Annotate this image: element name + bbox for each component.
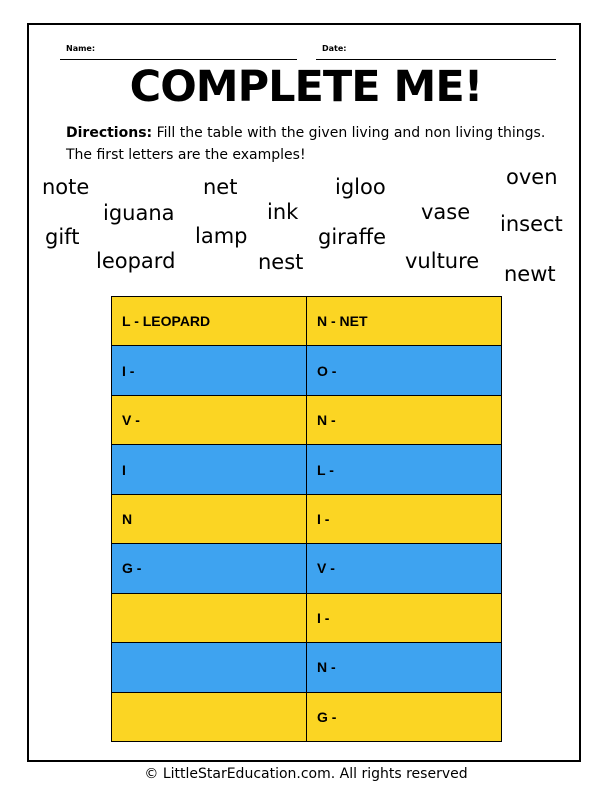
nonliving-cell[interactable]: I - <box>307 494 502 543</box>
living-cell[interactable]: V - <box>112 395 307 444</box>
nonliving-cell[interactable]: N - <box>307 643 502 692</box>
name-line <box>60 59 297 60</box>
table-row <box>112 692 502 742</box>
word-oven: oven <box>506 165 558 189</box>
living-cell[interactable]: L - LEOPARD <box>112 297 307 346</box>
nonliving-cell[interactable]: O - <box>307 346 502 395</box>
word-note: note <box>42 175 90 199</box>
table-row <box>112 643 502 692</box>
page-title: COMPLETE ME! <box>129 62 483 112</box>
word-ink: ink <box>267 200 299 224</box>
nonliving-cell[interactable]: G - <box>307 692 502 742</box>
nonliving-cell[interactable]: N - <box>307 395 502 444</box>
directions-text: Fill the table with the given living and non living things. The first letters are the examples! <box>66 125 546 163</box>
nonliving-cell[interactable]: N - NET <box>307 297 502 346</box>
living-cell[interactable]: I - <box>112 346 307 395</box>
table-row <box>112 544 502 593</box>
word-insect: insect <box>500 212 563 236</box>
word-lamp: lamp <box>195 224 248 248</box>
living-cell[interactable]: N <box>112 494 307 543</box>
living-cell[interactable]: G - <box>112 544 307 593</box>
word-vulture: vulture <box>405 249 480 273</box>
nonliving-cell[interactable]: L - <box>307 445 502 494</box>
word-gift: gift <box>45 225 80 249</box>
table-row <box>112 346 502 395</box>
table-row <box>112 494 502 543</box>
nonliving-cell[interactable]: I - <box>307 593 502 642</box>
word-vase: vase <box>421 200 471 224</box>
table-row <box>112 297 502 346</box>
nonliving-cell[interactable]: V - <box>307 544 502 593</box>
living-cell[interactable] <box>112 692 307 742</box>
living-cell[interactable]: I <box>112 445 307 494</box>
answer-table <box>111 296 502 742</box>
date-line <box>316 59 556 60</box>
table-row <box>112 445 502 494</box>
living-cell[interactable] <box>112 593 307 642</box>
copyright-footer: © LittleStarEducation.com. All rights reserved <box>144 766 468 782</box>
word-giraffe: giraffe <box>318 225 387 249</box>
word-iguana: iguana <box>103 201 175 225</box>
word-nest: nest <box>258 250 304 274</box>
word-net: net <box>203 175 238 199</box>
directions <box>66 122 556 166</box>
table-row <box>112 593 502 642</box>
word-leopard: leopard <box>96 249 176 273</box>
word-newt: newt <box>504 262 556 286</box>
table-row <box>112 395 502 444</box>
name-label: Name: <box>66 44 96 53</box>
directions-lead: Directions: <box>66 125 153 141</box>
date-label: Date: <box>322 44 347 53</box>
living-cell[interactable] <box>112 643 307 692</box>
word-igloo: igloo <box>335 175 386 199</box>
